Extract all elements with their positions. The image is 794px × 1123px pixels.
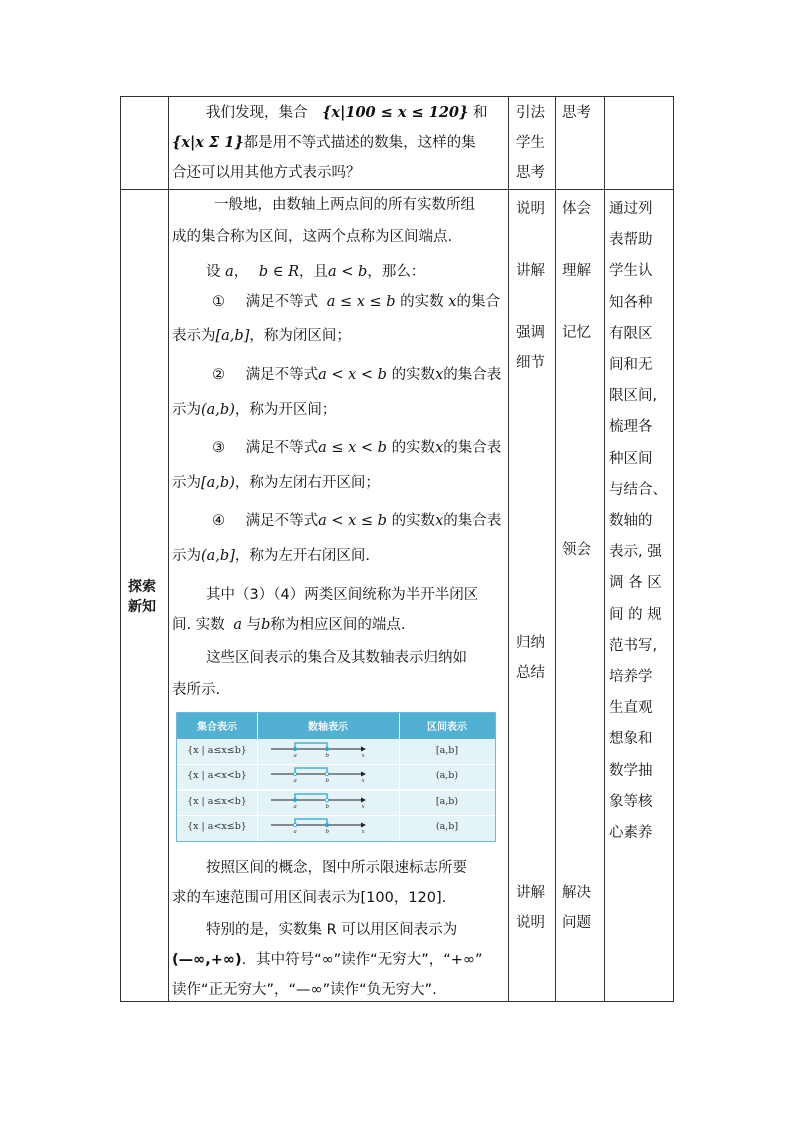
axis-tick-label: a xyxy=(293,753,297,759)
intent-line: 数学抽 xyxy=(609,762,653,779)
text: 讲解 xyxy=(516,885,545,901)
set-cell: {x | a≤x<b} xyxy=(187,796,247,807)
p3-line2 xyxy=(172,615,406,635)
p6-line2 xyxy=(172,950,482,970)
col-divider xyxy=(555,97,556,1001)
text: ，且 xyxy=(299,264,329,280)
math: a < x ≤ b xyxy=(318,513,387,529)
text: 的集合表 xyxy=(443,440,502,456)
intent-line: 间和无 xyxy=(609,357,653,373)
text: 引法 xyxy=(516,105,545,121)
student-s5 xyxy=(562,883,591,933)
interval-cell: (a,b) xyxy=(435,770,459,781)
teacher-g3 xyxy=(516,323,545,373)
col-divider xyxy=(508,97,509,1001)
math: a xyxy=(225,264,234,280)
text: 满足不等式 xyxy=(245,513,319,529)
interval-cell: [a,b) xyxy=(435,796,459,807)
text: 示为 xyxy=(172,475,201,491)
open-endpoint xyxy=(325,772,328,775)
math: b xyxy=(261,617,271,633)
math: a xyxy=(233,617,242,633)
item2-line2 xyxy=(172,400,336,420)
student-s1: 体会 xyxy=(562,201,591,217)
axis-tick-label: a xyxy=(293,829,297,835)
row1-line2 xyxy=(172,133,476,153)
header-set: 集合表示 xyxy=(197,722,237,733)
p4-line1: 这些区间表示的集合及其数轴表示归纳如 xyxy=(206,650,467,666)
math: (—∞,+∞) xyxy=(172,952,242,968)
p5-line1: 按照区间的概念，图中所示限速标志所要 xyxy=(206,860,467,876)
closed-endpoint xyxy=(293,747,296,750)
math: x xyxy=(435,513,444,529)
closed-endpoint xyxy=(325,747,328,750)
item4-line2 xyxy=(172,546,370,566)
text: ，那么： xyxy=(367,264,426,280)
text: 的实数 xyxy=(391,367,436,383)
header-axis: 数轴表示 xyxy=(308,722,348,733)
p6-line1: 特别的是，实数集 R 可以用区间表示为 xyxy=(206,922,458,938)
number: ① xyxy=(212,294,225,310)
student-s3: 记忆 xyxy=(562,325,591,341)
p1-line2: 成的集合称为区间，这两个点称为区间端点. xyxy=(172,229,453,245)
intent-line: 想象和 xyxy=(609,731,653,748)
interval-table xyxy=(176,712,496,842)
text: 表示为 xyxy=(172,328,216,344)
p1-line1: 一般地，由数轴上两点间的所有实数所组 xyxy=(214,197,475,213)
student-s2: 理解 xyxy=(562,263,591,279)
text: 与 xyxy=(246,617,262,633)
text: 满足不等式 xyxy=(245,440,319,456)
axis-tick-label: b xyxy=(325,753,330,759)
intent-line: 有限区 xyxy=(609,325,653,342)
math: (a,b) xyxy=(201,402,235,418)
axis-arrow xyxy=(361,772,366,777)
text: ，称为左闭右开区间； xyxy=(234,475,380,491)
math: a ≤ x < b xyxy=(318,440,387,456)
row1-student: 思考 xyxy=(562,105,591,121)
text: 都是用不等式描述的数集，这样的集 xyxy=(243,135,476,151)
axis-tick-label: x xyxy=(361,829,365,835)
text: 总结 xyxy=(516,665,545,681)
p5-line2: 求的车速范围可用区间表示为[100，120]. xyxy=(172,890,447,906)
text: 问题 xyxy=(562,915,591,931)
number-line-diagrams xyxy=(257,739,399,841)
axis-tick-label: b xyxy=(325,778,330,784)
intent-line: 梳理各 xyxy=(609,419,653,436)
text: 的实数 xyxy=(391,513,436,529)
item3-line1 xyxy=(212,438,501,458)
intent-line: 间 的 规 xyxy=(609,606,662,623)
intent-line: 表示, 强 xyxy=(609,544,662,561)
p4-line2: 表所示. xyxy=(172,682,221,698)
interval-bracket xyxy=(295,743,327,749)
axis-tick-label: a xyxy=(293,778,297,784)
axis-tick-label: b xyxy=(325,829,330,835)
math: b ∈ R xyxy=(258,264,300,280)
interval-cell: (a,b] xyxy=(435,821,459,832)
math: a < b xyxy=(328,264,368,280)
set-notation: {x|100 ≤ x ≤ 120} xyxy=(322,104,469,121)
axis-tick-label: x xyxy=(361,778,365,784)
open-endpoint xyxy=(293,772,296,775)
col-divider xyxy=(604,97,605,1001)
text: 的实数 xyxy=(400,294,444,310)
text: 的实数 xyxy=(391,440,436,456)
row1-line1 xyxy=(206,103,487,123)
closed-endpoint xyxy=(325,823,328,826)
intent-line: 学生认 xyxy=(609,263,653,280)
closed-endpoint xyxy=(293,798,296,801)
intent-line: 范书写, xyxy=(609,637,658,654)
row-divider xyxy=(121,189,673,190)
axis-arrow xyxy=(361,823,366,828)
text: 的集合表 xyxy=(443,513,502,529)
text: 强调 xyxy=(516,325,545,341)
text: 满足不等式 xyxy=(245,294,319,310)
text: 的集合 xyxy=(456,294,500,310)
intent-line: 培养学 xyxy=(609,669,653,685)
intent-line: 限区间, xyxy=(609,388,658,405)
text: 设 xyxy=(206,264,221,280)
col-divider xyxy=(168,97,169,1001)
text: 示为 xyxy=(172,402,201,418)
math: a < x < b xyxy=(318,367,387,383)
text: 说明 xyxy=(516,915,545,931)
intent-line: 数轴的 xyxy=(609,513,653,529)
row1-line3: 合还可以用其他方式表示吗？ xyxy=(172,165,361,181)
text: 我们发现，集合 xyxy=(206,105,308,121)
set-cell: {x | a<x≤b} xyxy=(187,821,247,832)
open-endpoint xyxy=(325,798,328,801)
interval-cell: [a,b] xyxy=(435,745,459,756)
math: a ≤ x ≤ b xyxy=(326,294,396,310)
p2-line xyxy=(206,262,425,282)
teacher-g4 xyxy=(516,633,545,683)
item1-line1 xyxy=(212,292,500,312)
interval-bracket xyxy=(295,768,327,774)
open-endpoint xyxy=(293,823,296,826)
number: ④ xyxy=(212,513,225,529)
teacher-g5 xyxy=(516,883,545,933)
teacher-g2: 讲解 xyxy=(516,263,545,279)
teacher-g1: 说明 xyxy=(516,201,545,217)
math: x xyxy=(435,440,444,456)
text: 探索 xyxy=(128,579,156,595)
header-interval: 区间表示 xyxy=(427,722,467,733)
number: ③ xyxy=(212,440,225,456)
math: [a,b) xyxy=(201,475,235,491)
interval-bracket xyxy=(295,794,327,800)
text: ， xyxy=(233,264,249,280)
text: 细节 xyxy=(516,355,545,371)
interval-bracket xyxy=(295,819,327,825)
axis-tick-label: x xyxy=(361,753,365,759)
p3-line1: 其中（3）（4）两类区间统称为半开半闭区 xyxy=(206,587,479,603)
text: 思考 xyxy=(516,165,545,181)
intent-line: 调 各 区 xyxy=(609,575,662,592)
p6-line3: 读作“正无穷大”，“—∞”读作“负无穷大”. xyxy=(172,982,437,998)
text: ，称为开区间； xyxy=(234,402,337,418)
item1-line2 xyxy=(172,326,351,346)
axis-tick-label: a xyxy=(293,804,297,810)
interval-table-header xyxy=(177,713,495,739)
text: ，称为闭区间； xyxy=(249,328,351,344)
text: 解决 xyxy=(562,885,591,901)
set-notation: {x|x Σ 1} xyxy=(172,134,244,151)
set-cell: {x | a≤x≤b} xyxy=(187,745,247,756)
intent-line: 象等核 xyxy=(609,793,653,810)
text: 间. 实数 xyxy=(172,617,225,633)
number: ② xyxy=(212,367,225,383)
text: ．其中符号“∞”读作“无穷大”，“+∞” xyxy=(241,952,483,968)
text: 满足不等式 xyxy=(245,367,319,383)
intent-line: 生直观 xyxy=(609,700,653,717)
intent-line: 知各种 xyxy=(609,294,653,311)
text: 的集合表 xyxy=(443,367,502,383)
text: 示为 xyxy=(172,548,201,564)
section-label xyxy=(128,577,156,617)
text: 归纳 xyxy=(516,635,545,651)
intent-line: 与结合、 xyxy=(609,481,667,498)
intent-line: 表帮助 xyxy=(609,232,653,249)
axis-arrow xyxy=(361,747,366,752)
item4-line1 xyxy=(212,511,501,531)
student-s4: 领会 xyxy=(562,542,591,558)
text: 和 xyxy=(472,105,488,121)
intent-line: 心素养 xyxy=(609,825,653,841)
intent-line: 通过列 xyxy=(609,201,653,217)
item2-line1 xyxy=(212,365,501,385)
set-cell: {x | a<x<b} xyxy=(187,770,247,781)
text: 学生 xyxy=(516,135,545,151)
math: [a,b] xyxy=(215,328,250,344)
text: ，称为左开右闭区间. xyxy=(234,548,370,564)
axis-tick-label: x xyxy=(361,804,365,810)
axis-arrow xyxy=(361,798,366,803)
math: x xyxy=(448,294,457,310)
math: (a,b] xyxy=(201,548,235,564)
text: 称为相应区间的端点. xyxy=(270,617,406,633)
math: x xyxy=(435,367,444,383)
axis-tick-label: b xyxy=(325,804,330,810)
text: 新知 xyxy=(128,599,156,615)
item3-line2 xyxy=(172,473,380,493)
intent-line: 种区间 xyxy=(609,450,653,467)
row1-teacher xyxy=(516,103,545,183)
